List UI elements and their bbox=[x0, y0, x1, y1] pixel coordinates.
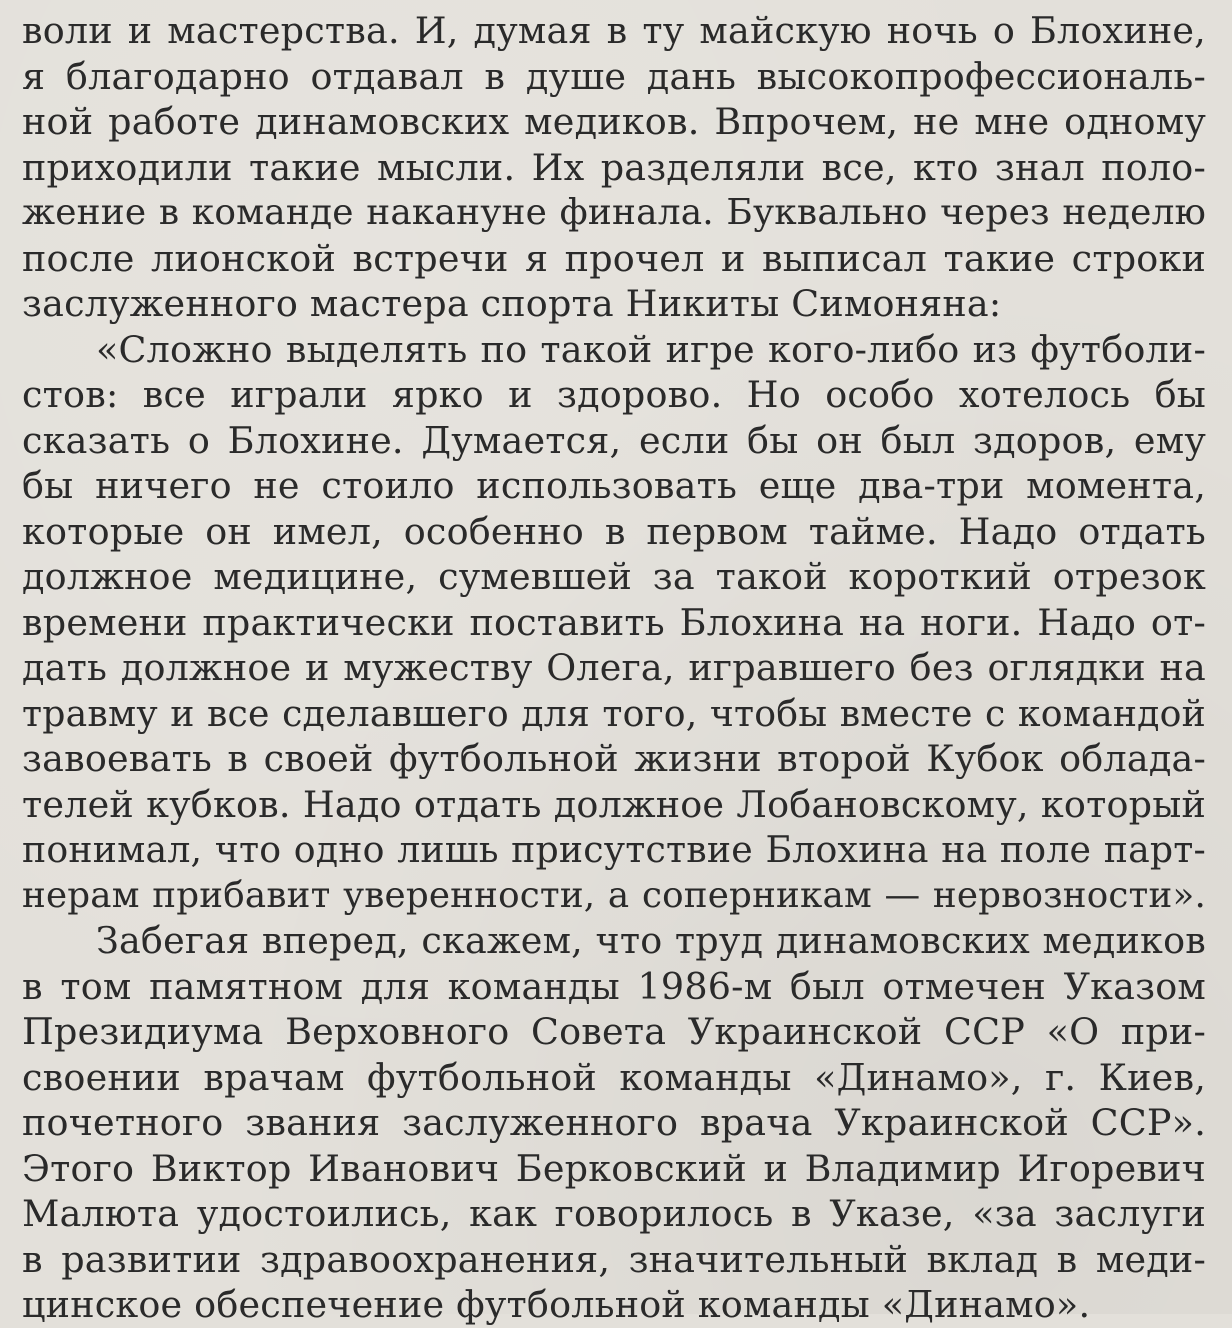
text-line: стов: все играли ярко и здорово. Но особо хотелось бы bbox=[22, 373, 1206, 416]
text-line: я благодарно отдавал в душе дань высокопрофессиональ- bbox=[22, 54, 1206, 98]
text-line: сказать о Блохине. Думается, если бы он был здоров, ему bbox=[22, 418, 1206, 462]
text-line: почетного звания заслуженного врача Украинской ССР». bbox=[22, 1101, 1206, 1144]
page-body-text bbox=[22, 8, 1206, 1328]
text-line: завоевать в своей футбольной жизни второй Кубок облада- bbox=[22, 737, 1206, 780]
text-line: телей кубков. Надо отдать должное Лобановскому, который bbox=[22, 782, 1206, 826]
text-line: воли и мастерства. И, думая в ту майскую ночь о Блохине, bbox=[22, 9, 1206, 52]
text-line: травму и все сделавшего для того, чтобы вместе с командой bbox=[22, 691, 1206, 735]
text-line: Забегая вперед, скажем, что труд динамовских медиков bbox=[96, 919, 1206, 962]
text-line: своении врачам футбольной команды «Динамо», г. Киев, bbox=[22, 1055, 1206, 1099]
text-line: в развитии здравоохранения, значительный вклад в меди- bbox=[22, 1237, 1206, 1281]
text-line: нерам прибавит уверенности, а соперникам — нервозности». bbox=[22, 874, 1206, 916]
text-line: приходили такие мысли. Их разделяли все, кто знал поло- bbox=[22, 145, 1206, 189]
text-line: дать должное и мужеству Олега, игравшего без оглядки на bbox=[22, 646, 1206, 689]
text-line: жение в команде накануне финала. Буквально через неделю bbox=[22, 192, 1206, 233]
text-line: должное медицине, сумевшей за такой короткий отрезок bbox=[22, 555, 1206, 598]
text-line: ной работе динамовских медиков. Впрочем, не мне одному bbox=[22, 100, 1206, 143]
text-line: цинское обеспечение футбольной команды «Динамо». bbox=[22, 1283, 1091, 1326]
text-line: которые он имел, особенно в первом тайме. Надо отдать bbox=[22, 509, 1206, 553]
text-line: Этого Виктор Иванович Берковский и Владимир Игоревич bbox=[22, 1146, 1206, 1190]
text-line: Президиума Верховного Совета Украинской ССР «О при- bbox=[22, 1010, 1206, 1053]
text-line: после лионской встречи я прочел и выписал такие строки bbox=[22, 236, 1206, 280]
text-line: «Сложно выделять по такой игре кого-либо из футболи- bbox=[96, 327, 1206, 371]
text-line: бы ничего не стоило использовать еще два-три момента, bbox=[22, 464, 1206, 507]
text-line: понимал, что одно лишь присутствие Блохина на поле парт- bbox=[22, 828, 1206, 871]
text-line: Малюта удостоились, как говорилось в Указе, «за заслуги bbox=[22, 1192, 1206, 1235]
text-line: времени практически поставить Блохина на ноги. Надо от- bbox=[22, 600, 1206, 644]
text-line: в том памятном для команды 1986-м был отмечен Указом bbox=[22, 964, 1206, 1008]
text-line: заслуженного мастера спорта Никиты Симоняна: bbox=[22, 282, 1002, 325]
